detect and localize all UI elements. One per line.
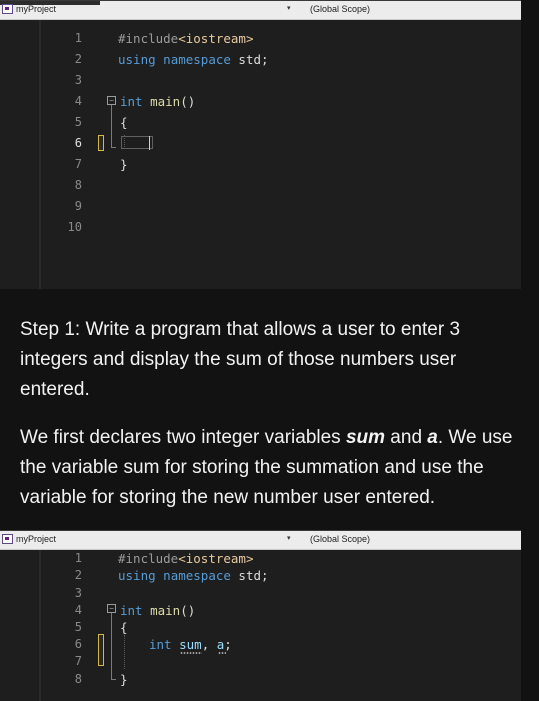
code-line-open-brace[interactable]: {: [120, 620, 128, 635]
preprocessor-token: #include: [118, 551, 179, 566]
line-number: 1: [74, 31, 82, 45]
variable-name-a: a: [427, 427, 438, 448]
unused-variable-squiggle: [218, 652, 226, 654]
keyword-token: namespace: [163, 52, 231, 67]
step-description: [20, 423, 520, 513]
change-tracking-mark: [98, 634, 104, 666]
line-number: 5: [74, 620, 82, 634]
text-caret: [149, 136, 150, 150]
variable-name-sum: sum: [345, 427, 386, 448]
code-line-using[interactable]: [118, 52, 269, 67]
code-line-using[interactable]: [118, 568, 269, 583]
code-line-close-brace[interactable]: }: [120, 157, 128, 172]
keyword-token: int: [120, 94, 143, 109]
fold-guide-end: [111, 147, 116, 148]
code-line-open-brace[interactable]: {: [120, 115, 128, 130]
scope-selector[interactable]: (Global Scope): [310, 534, 371, 544]
chevron-down-icon[interactable]: ▾: [287, 535, 291, 542]
variable-token-a: a: [216, 637, 225, 652]
line-number: 3: [74, 73, 82, 87]
line-number: 8: [74, 672, 82, 686]
description-part-2: . We use the variable sum for storing the summation and use the variable for storing the new number user entered.: [20, 427, 513, 508]
fold-collapse-icon[interactable]: −: [107, 604, 116, 613]
indent-guide: [124, 135, 125, 149]
code-line-main[interactable]: [120, 94, 195, 109]
line-number: 9: [74, 199, 82, 213]
project-selector[interactable]: [2, 4, 56, 14]
code-editor-top[interactable]: [0, 0, 521, 289]
keyword-token: int: [120, 603, 143, 618]
code-line-close-brace[interactable]: }: [120, 672, 128, 687]
line-number: 1: [74, 551, 82, 565]
line-number: 8: [74, 178, 82, 192]
description-part-1: We first declares two integer variables: [20, 427, 346, 448]
line-number: 6: [74, 637, 82, 651]
editor-navigation-bar: [0, 531, 521, 550]
variable-token-sum: sum: [179, 637, 202, 652]
fold-collapse-icon[interactable]: −: [107, 96, 116, 105]
keyword-token: using: [118, 568, 156, 583]
line-number: 7: [74, 654, 82, 668]
namespace-token: std;: [230, 52, 269, 67]
line-number: 10: [67, 220, 82, 234]
code-line-main[interactable]: [120, 603, 195, 618]
keyword-token: namespace: [163, 568, 231, 583]
line-number: 3: [74, 586, 82, 600]
line-number: 7: [74, 157, 82, 171]
comma-token: ,: [201, 637, 217, 652]
editor-navigation-bar: [0, 1, 521, 20]
step-title: Step 1: Write a program that allows a user to enter 3 integers and display the sum of those numbers user entered.: [20, 319, 461, 400]
code-editor-bottom[interactable]: [0, 530, 521, 701]
parens-token: (): [180, 94, 196, 109]
indent-guide: [124, 635, 125, 669]
project-icon: [2, 534, 13, 544]
fold-guide: [111, 613, 112, 679]
line-number: 4: [74, 94, 82, 108]
fold-guide: [111, 105, 112, 147]
scope-selector[interactable]: (Global Scope): [310, 4, 371, 14]
function-token: main: [150, 94, 181, 109]
line-number-active: 6: [74, 136, 82, 150]
line-number: 2: [74, 568, 82, 582]
change-tracking-mark: [98, 135, 104, 151]
unused-variable-squiggle: [180, 652, 202, 654]
header-token: <iostream>: [178, 551, 254, 566]
line-number: 5: [74, 115, 82, 129]
project-name: myProject: [16, 534, 57, 544]
description-and: and: [385, 427, 428, 448]
semicolon-token: ;: [224, 637, 232, 652]
line-number: 2: [74, 52, 82, 66]
function-token: main: [150, 603, 181, 618]
project-selector[interactable]: [2, 534, 56, 544]
code-line-include[interactable]: [118, 31, 253, 46]
namespace-token: std;: [230, 568, 269, 583]
header-token: <iostream>: [178, 31, 254, 46]
line-number: 4: [74, 603, 82, 617]
keyword-token: int: [149, 637, 172, 652]
code-line-declaration[interactable]: [149, 637, 232, 652]
project-name: myProject: [16, 4, 57, 14]
keyword-token: using: [118, 52, 156, 67]
parens-token: (): [180, 603, 196, 618]
fold-guide-end: [111, 679, 116, 680]
preprocessor-token: #include: [118, 31, 179, 46]
project-icon: [2, 4, 13, 14]
code-line-include[interactable]: [118, 551, 253, 566]
chevron-down-icon[interactable]: ▾: [287, 5, 291, 12]
